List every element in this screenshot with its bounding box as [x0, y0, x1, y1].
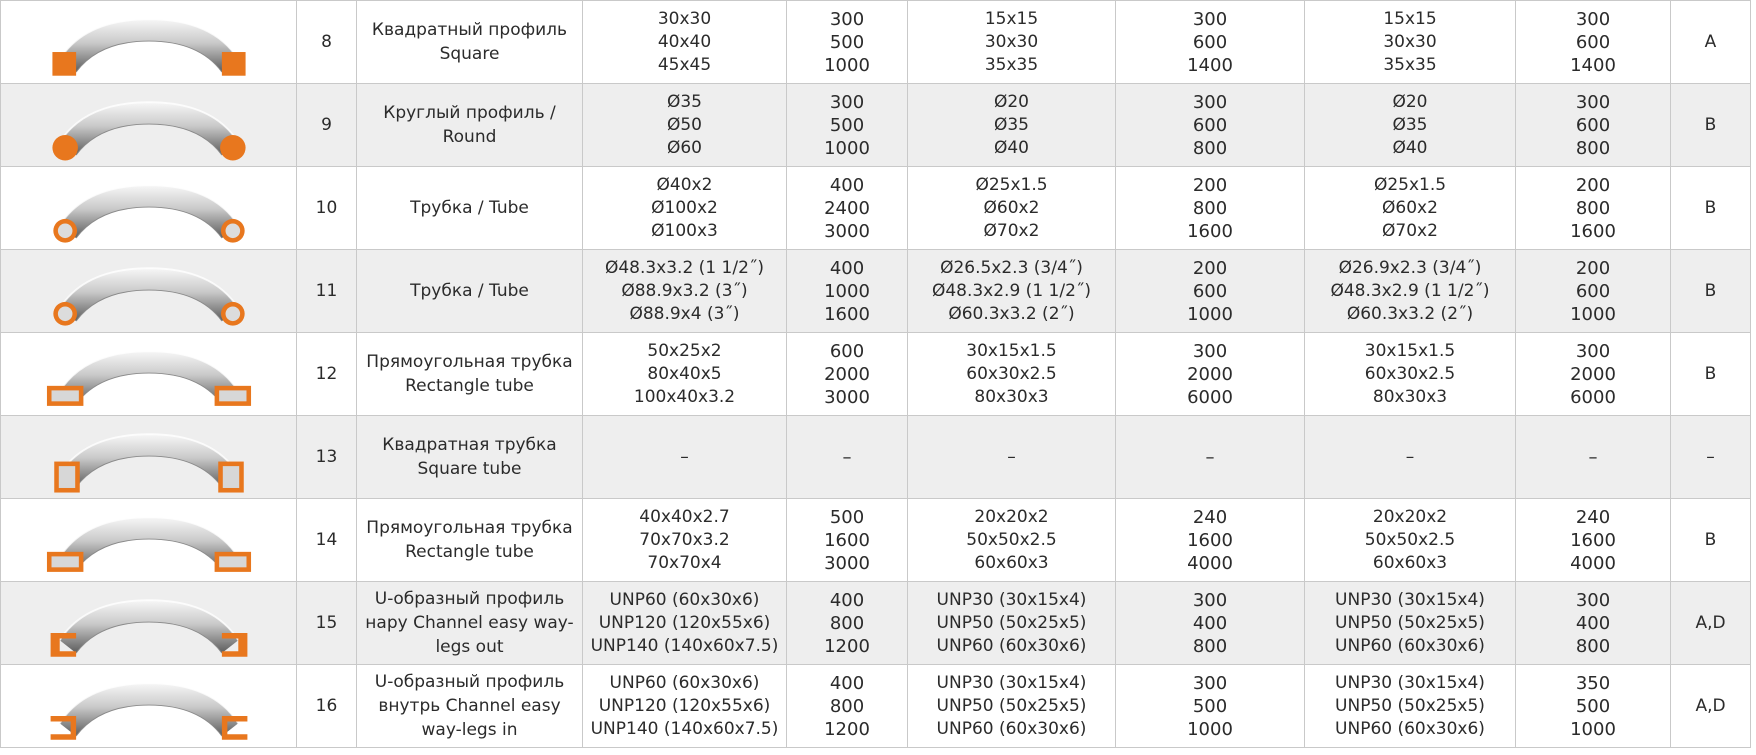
spec-c3-line: Ø26.5x2.3 (3/4˝) — [940, 257, 1083, 278]
spec-c6-line: 1600 — [1570, 220, 1616, 242]
square-profile-ring-icon — [1, 1, 296, 83]
spec-c4-line: – — [1205, 446, 1215, 468]
spec-c2 — [787, 582, 908, 665]
spec-c6-line: 200 — [1575, 257, 1611, 279]
spec-c6-line: 240 — [1575, 506, 1611, 528]
spec-c2 — [787, 167, 908, 250]
table-row — [1, 665, 1751, 748]
spec-c3 — [908, 416, 1116, 499]
spec-c1-line: UNP60 (60x30x6) — [609, 672, 760, 693]
spec-c1-line: Ø88.9x4 (3˝) — [629, 303, 740, 324]
spec-c3-line: UNP50 (50x25x5) — [936, 612, 1087, 633]
spec-c6 — [1516, 333, 1671, 416]
spec-c3 — [908, 333, 1116, 416]
spec-c4-line: 1000 — [1187, 303, 1233, 325]
table-row — [1, 499, 1751, 582]
profile-name-line: Трубка / Tube — [410, 198, 529, 218]
spec-c5-line: 30x30 — [1383, 31, 1437, 52]
spec-c6-line: 600 — [1575, 31, 1611, 53]
profile-name-line: Прямоугольная трубка — [366, 518, 573, 538]
spec-c1-line: Ø100x3 — [651, 220, 718, 241]
profile-image-cell — [1, 167, 297, 250]
spec-c5 — [1305, 499, 1516, 582]
spec-c3 — [908, 84, 1116, 167]
spec-c4-line: 400 — [1192, 612, 1228, 634]
table-row — [1, 167, 1751, 250]
spec-c3-line: 15x15 — [984, 8, 1039, 29]
spec-c1-line: Ø60 — [666, 137, 702, 158]
spec-c2-line: 1200 — [824, 635, 870, 657]
spec-c6 — [1516, 665, 1671, 748]
spec-c5 — [1305, 582, 1516, 665]
spec-c5-line: UNP30 (30x15x4) — [1335, 672, 1485, 693]
spec-c1 — [583, 499, 787, 582]
spec-c2-line: 500 — [829, 114, 865, 136]
spec-c4-line: 300 — [1192, 672, 1228, 694]
spec-c4-line: 1600 — [1187, 220, 1233, 242]
spec-c5 — [1305, 665, 1516, 748]
spec-c3-line: 50x50x2.5 — [966, 529, 1057, 550]
spec-c2-line: 1600 — [824, 529, 870, 551]
table-row — [1, 582, 1751, 665]
spec-c2-line: 500 — [829, 506, 865, 528]
spec-c3-line: Ø60x2 — [983, 197, 1040, 218]
spec-c3 — [908, 582, 1116, 665]
spec-c5-line: 20x20x2 — [1372, 506, 1448, 527]
spec-c4-line: 4000 — [1187, 552, 1233, 574]
spec-c1-line: – — [680, 446, 689, 467]
spec-c5-line: 15x15 — [1383, 8, 1437, 29]
spec-c2 — [787, 1, 908, 84]
spec-c1 — [583, 1, 787, 84]
spec-c3 — [908, 167, 1116, 250]
spec-c6-line: 200 — [1575, 174, 1611, 196]
profile-name — [357, 665, 583, 748]
spec-c3 — [908, 499, 1116, 582]
spec-c5 — [1305, 167, 1516, 250]
spec-c4 — [1116, 250, 1305, 333]
spec-c4 — [1116, 499, 1305, 582]
spec-c5-line: Ø60.3x3.2 (2˝) — [1346, 303, 1474, 324]
spec-c6 — [1516, 416, 1671, 499]
row-number: 15 — [297, 582, 357, 665]
profile-image-cell — [1, 582, 297, 665]
profile-name-line: Square — [439, 44, 500, 64]
spec-c2-line: 3000 — [824, 220, 870, 242]
spec-c6-line: 1000 — [1570, 718, 1616, 740]
spec-c5 — [1305, 333, 1516, 416]
spec-c3-line: 30x30 — [984, 31, 1039, 52]
spec-c2-line: 300 — [829, 91, 865, 113]
spec-c1 — [583, 84, 787, 167]
spec-c6 — [1516, 84, 1671, 167]
spec-c2-line: 2400 — [824, 197, 870, 219]
profile-name — [357, 167, 583, 250]
spec-c1-line: UNP120 (120x55x6) — [598, 695, 771, 716]
profile-name-line: way-legs in — [421, 720, 518, 740]
row-number: 8 — [297, 1, 357, 84]
spec-c2-line: 600 — [829, 340, 865, 362]
spec-c6-line: 1400 — [1570, 54, 1616, 76]
spec-c5-line: – — [1405, 446, 1415, 467]
spec-c5-line: Ø35 — [1392, 114, 1428, 135]
spec-c5 — [1305, 84, 1516, 167]
spec-c3-line: Ø48.3x2.9 (1 1/2˝) — [931, 280, 1092, 301]
table-row — [1, 333, 1751, 416]
spec-c5-line: 60x60x3 — [1372, 552, 1448, 573]
spec-c3-line: Ø20 — [993, 91, 1029, 112]
spec-c4-line: 200 — [1192, 174, 1228, 196]
spec-c4-line: 200 — [1192, 257, 1228, 279]
profile-name — [357, 84, 583, 167]
spec-c3-line: UNP30 (30x15x4) — [936, 672, 1087, 693]
spec-c1-line: 70x70x3.2 — [639, 529, 730, 550]
spec-c5-line: Ø60x2 — [1382, 197, 1438, 218]
profile-image-cell — [1, 250, 297, 333]
spec-c6-line: 300 — [1575, 589, 1611, 611]
spec-c3-line: 80x30x3 — [974, 386, 1049, 407]
spec-c5-line: 30x15x1.5 — [1364, 340, 1456, 361]
spec-c6 — [1516, 582, 1671, 665]
spec-c6-line: 300 — [1575, 8, 1611, 30]
spec-c1-line: Ø40x2 — [656, 174, 713, 195]
profile-name-line: Трубка / Tube — [410, 281, 529, 301]
round-profile-ring-icon — [1, 84, 296, 166]
spec-c2-line: 3000 — [824, 386, 870, 408]
spec-c4-line: 300 — [1192, 8, 1228, 30]
spec-c3 — [908, 1, 1116, 84]
profile-image-cell — [1, 1, 297, 84]
spec-c4-line: 300 — [1192, 589, 1228, 611]
spec-c1-line: 50x25x2 — [647, 340, 722, 361]
spec-c3-line: 30x15x1.5 — [966, 340, 1057, 361]
spec-c5-line: UNP50 (50x25x5) — [1335, 612, 1485, 633]
spec-c5-line: Ø70x2 — [1382, 220, 1438, 241]
profile-image-cell — [1, 416, 297, 499]
spec-c2-line: 1000 — [824, 54, 870, 76]
spec-c4-line: 800 — [1192, 635, 1228, 657]
spec-c3-line: Ø35 — [993, 114, 1029, 135]
spec-c3-line: Ø70x2 — [983, 220, 1040, 241]
spec-c5-line: UNP50 (50x25x5) — [1335, 695, 1485, 716]
row-number: 14 — [297, 499, 357, 582]
spec-c4-line: 1000 — [1187, 718, 1233, 740]
spec-c5-line: UNP60 (60x30x6) — [1335, 635, 1485, 656]
profile-name — [357, 416, 583, 499]
spec-c2-line: 2000 — [824, 363, 870, 385]
square-tube-ring-icon — [1, 416, 296, 498]
table-row — [1, 84, 1751, 167]
spec-c1-line: UNP140 (140x60x7.5) — [590, 635, 779, 656]
spec-c1-line: Ø100x2 — [651, 197, 718, 218]
spec-c2-line: 800 — [829, 612, 865, 634]
spec-c4 — [1116, 167, 1305, 250]
spec-c1 — [583, 250, 787, 333]
spec-c4 — [1116, 1, 1305, 84]
profile-name-line: Square tube — [417, 459, 522, 479]
profile-name-line: U-образный профиль — [374, 589, 565, 609]
spec-c6-line: 600 — [1575, 114, 1611, 136]
spec-c3-line: UNP50 (50x25x5) — [936, 695, 1087, 716]
spec-c5-line: Ø20 — [1392, 91, 1428, 112]
spec-c5-line: UNP60 (60x30x6) — [1335, 718, 1485, 739]
spec-c2-line: 1000 — [824, 137, 870, 159]
spec-c5-line: Ø48.3x2.9 (1 1/2˝) — [1330, 280, 1490, 301]
spec-c1 — [583, 665, 787, 748]
row-number: 13 — [297, 416, 357, 499]
spec-c4-line: 1400 — [1187, 54, 1233, 76]
spec-c2 — [787, 416, 908, 499]
profile-name-line: legs out — [435, 637, 504, 657]
spec-c2-line: 400 — [829, 257, 865, 279]
spec-c2 — [787, 84, 908, 167]
profile-name-line: внутрь Channel easy — [378, 696, 561, 716]
profile-name-line: Круглый профиль / — [383, 103, 556, 123]
spec-c1-line: Ø48.3x3.2 (1 1/2˝) — [604, 257, 765, 278]
spec-c3-line: Ø60.3x3.2 (2˝) — [948, 303, 1075, 324]
row-number: 16 — [297, 665, 357, 748]
spec-c2-line: 1200 — [824, 718, 870, 740]
spec-c6-line: 6000 — [1570, 386, 1616, 408]
profile-name-line: нару Channel easy way- — [365, 613, 574, 633]
spec-c4-line: 240 — [1192, 506, 1228, 528]
class-code: A — [1671, 1, 1751, 84]
spec-c6-line: 2000 — [1570, 363, 1616, 385]
spec-c2-line: 800 — [829, 695, 865, 717]
profile-image-cell — [1, 333, 297, 416]
spec-c3-line: – — [1007, 446, 1016, 467]
profile-image-cell — [1, 499, 297, 582]
spec-c2-line: 1000 — [824, 280, 870, 302]
spec-c6 — [1516, 250, 1671, 333]
spec-c1-line: 40x40x2.7 — [639, 506, 730, 527]
row-number: 12 — [297, 333, 357, 416]
table-row — [1, 1, 1751, 84]
spec-c3-line: Ø25x1.5 — [975, 174, 1048, 195]
profile-name-line: U-образный профиль — [374, 672, 565, 692]
spec-c2-line: 400 — [829, 672, 865, 694]
spec-c6-line: 600 — [1575, 280, 1611, 302]
class-code: A,D — [1671, 582, 1751, 665]
spec-c4-line: 300 — [1192, 340, 1228, 362]
row-number: 9 — [297, 84, 357, 167]
spec-c4 — [1116, 333, 1305, 416]
spec-c6-line: 350 — [1575, 672, 1611, 694]
rectangle-tube-ring-icon — [1, 499, 296, 581]
spec-c3-line: UNP60 (60x30x6) — [936, 718, 1087, 739]
spec-c5-line: 35x35 — [1383, 54, 1437, 75]
profile-name — [357, 250, 583, 333]
spec-c4-line: 1600 — [1187, 529, 1233, 551]
spec-c6 — [1516, 167, 1671, 250]
spec-c4 — [1116, 416, 1305, 499]
spec-c1-line: 30x30 — [657, 8, 712, 29]
spec-c2-line: 3000 — [824, 552, 870, 574]
spec-c4 — [1116, 84, 1305, 167]
spec-c1-line: Ø50 — [666, 114, 702, 135]
spec-c6-line: 800 — [1575, 197, 1611, 219]
spec-c6-line: – — [1588, 446, 1598, 468]
row-number: 11 — [297, 250, 357, 333]
profile-name-line: Квадратная трубка — [382, 435, 557, 455]
spec-c1-line: 40x40 — [657, 31, 712, 52]
spec-c6-line: 400 — [1575, 612, 1611, 634]
spec-c1 — [583, 582, 787, 665]
class-code: B — [1671, 499, 1751, 582]
profile-name-line: Квадратный профиль — [371, 20, 568, 40]
spec-c5-line: 60x30x2.5 — [1364, 363, 1456, 384]
spec-c1-line: Ø88.9x3.2 (3˝) — [621, 280, 748, 301]
spec-c2-line: 400 — [829, 174, 865, 196]
spec-c3-line: UNP60 (60x30x6) — [936, 635, 1087, 656]
profile-image-cell — [1, 665, 297, 748]
spec-c4-line: 600 — [1192, 31, 1228, 53]
table-row — [1, 250, 1751, 333]
spec-c6-line: 300 — [1575, 340, 1611, 362]
spec-c6-line: 800 — [1575, 137, 1611, 159]
spec-c4-line: 500 — [1192, 695, 1228, 717]
spec-c4-line: 300 — [1192, 91, 1228, 113]
spec-c5-line: Ø40 — [1392, 137, 1428, 158]
spec-c2-line: 300 — [829, 8, 865, 30]
spec-c3 — [908, 250, 1116, 333]
spec-c4 — [1116, 665, 1305, 748]
spec-c2 — [787, 499, 908, 582]
class-code: B — [1671, 167, 1751, 250]
spec-c3-line: 35x35 — [984, 54, 1039, 75]
spec-c5-line: 80x30x3 — [1372, 386, 1448, 407]
tube-ring-icon — [1, 250, 296, 332]
channel-legs-in-ring-icon — [1, 665, 296, 747]
profile-name — [357, 333, 583, 416]
spec-c3-line: UNP30 (30x15x4) — [936, 589, 1087, 610]
spec-c6-line: 1600 — [1570, 529, 1616, 551]
spec-c1-line: UNP60 (60x30x6) — [609, 589, 760, 610]
spec-c4-line: 2000 — [1187, 363, 1233, 385]
spec-c4 — [1116, 582, 1305, 665]
spec-c2-line: 1600 — [824, 303, 870, 325]
tube-ring-icon — [1, 167, 296, 249]
spec-c6-line: 300 — [1575, 91, 1611, 113]
profile-name-line: Round — [442, 127, 497, 147]
spec-c6-line: 500 — [1575, 695, 1611, 717]
spec-c5 — [1305, 1, 1516, 84]
profile-name-line: Rectangle tube — [405, 542, 534, 562]
spec-c1-line: 100x40x3.2 — [633, 386, 736, 407]
spec-c5 — [1305, 250, 1516, 333]
class-code: – — [1671, 416, 1751, 499]
spec-c3-line: Ø40 — [993, 137, 1029, 158]
spec-c1-line: Ø35 — [666, 91, 702, 112]
table-row — [1, 416, 1751, 499]
class-code: B — [1671, 84, 1751, 167]
class-code: A,D — [1671, 665, 1751, 748]
profile-image-cell — [1, 84, 297, 167]
spec-c4-line: 800 — [1192, 197, 1228, 219]
spec-c1-line: 45x45 — [657, 54, 712, 75]
spec-c6-line: 800 — [1575, 635, 1611, 657]
spec-c4-line: 600 — [1192, 280, 1228, 302]
spec-c2-line: 400 — [829, 589, 865, 611]
spec-c4-line: 800 — [1192, 137, 1228, 159]
class-code: B — [1671, 333, 1751, 416]
spec-c3-line: 60x60x3 — [974, 552, 1049, 573]
spec-c1 — [583, 416, 787, 499]
spec-c1-line: 80x40x5 — [647, 363, 722, 384]
spec-c2-line: 500 — [829, 31, 865, 53]
spec-c2 — [787, 250, 908, 333]
profile-name — [357, 582, 583, 665]
row-number: 10 — [297, 167, 357, 250]
spec-c1 — [583, 167, 787, 250]
spec-c5-line: Ø25x1.5 — [1373, 174, 1447, 195]
spec-c5-line: Ø26.9x2.3 (3/4˝) — [1338, 257, 1482, 278]
spec-c4-line: 6000 — [1187, 386, 1233, 408]
class-code: B — [1671, 250, 1751, 333]
spec-c4-line: 600 — [1192, 114, 1228, 136]
spec-c6-line: 1000 — [1570, 303, 1616, 325]
profile-name-line: Rectangle tube — [405, 376, 534, 396]
rectangle-tube-ring-icon — [1, 333, 296, 415]
channel-legs-out-ring-icon — [1, 582, 296, 664]
spec-c1-line: UNP120 (120x55x6) — [598, 612, 771, 633]
spec-c3-line: 60x30x2.5 — [966, 363, 1057, 384]
profile-name-line: Прямоугольная трубка — [366, 352, 573, 372]
spec-c1 — [583, 333, 787, 416]
spec-c3 — [908, 665, 1116, 748]
spec-c5-line: 50x50x2.5 — [1364, 529, 1456, 550]
spec-c6 — [1516, 1, 1671, 84]
spec-c1-line: UNP140 (140x60x7.5) — [590, 718, 779, 739]
spec-c5-line: UNP30 (30x15x4) — [1335, 589, 1485, 610]
spec-c2 — [787, 665, 908, 748]
spec-c3-line: 20x20x2 — [974, 506, 1049, 527]
spec-c2 — [787, 333, 908, 416]
spec-c6 — [1516, 499, 1671, 582]
spec-c5 — [1305, 416, 1516, 499]
profile-name — [357, 499, 583, 582]
spec-c1-line: 70x70x4 — [647, 552, 722, 573]
profile-name — [357, 1, 583, 84]
spec-c6-line: 4000 — [1570, 552, 1616, 574]
spec-c2-line: – — [842, 446, 852, 468]
